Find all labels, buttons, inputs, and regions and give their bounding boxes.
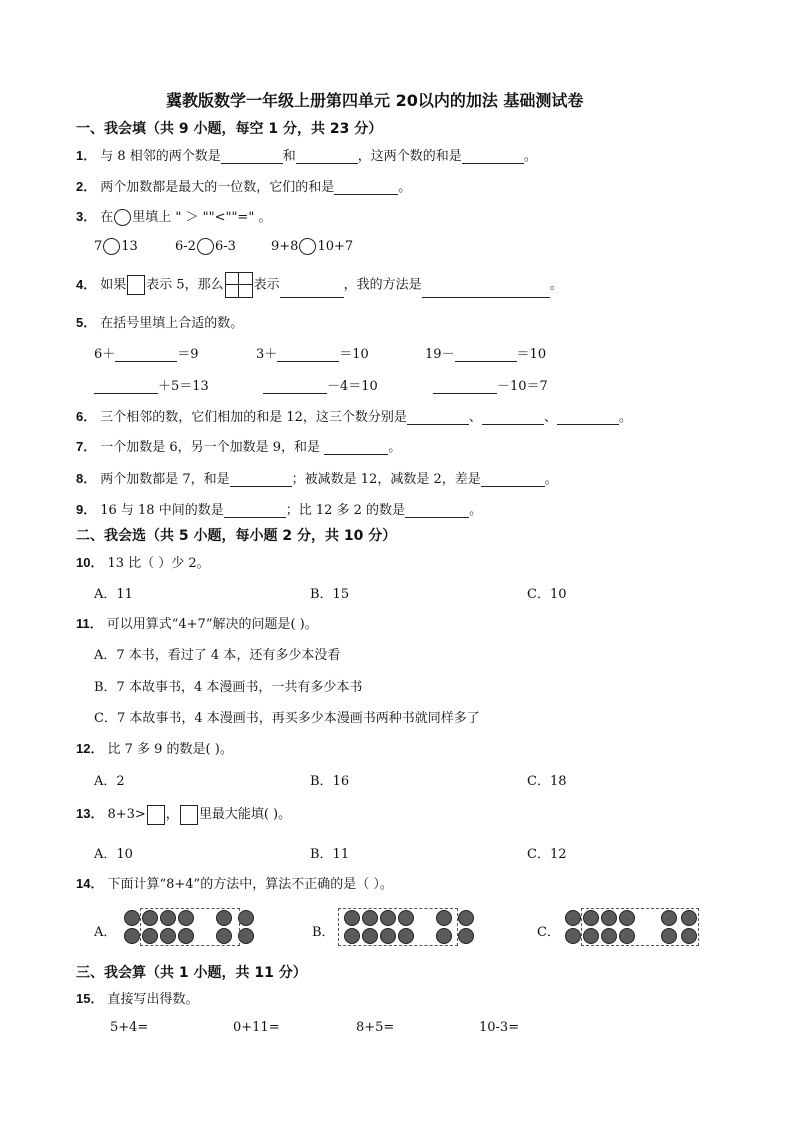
question-6: 6． 三个相邻的数，它们相加的和是 12，这三个数分别是 、 、 。 bbox=[76, 409, 632, 425]
question-number: 13． bbox=[76, 806, 104, 821]
question-number: 8． bbox=[76, 471, 97, 486]
answer-blank[interactable] bbox=[462, 149, 524, 164]
question-number: 3． bbox=[76, 209, 97, 224]
answer-blank[interactable] bbox=[224, 503, 286, 518]
question-15: 15． 直接写出得数。 bbox=[76, 991, 199, 1007]
option-c[interactable]: C．10 bbox=[527, 587, 567, 602]
question-number: 9． bbox=[76, 502, 97, 517]
answer-blank[interactable] bbox=[277, 347, 339, 362]
question-14: 14． 下面计算“8+4”的方法中，算法不正确的是（ ）。 bbox=[76, 876, 393, 892]
question-7: 7． 一个加数是 6，另一个加数是 9，和是 。 bbox=[76, 439, 402, 455]
option-b[interactable]: B．15 bbox=[310, 587, 350, 602]
question-number: 1． bbox=[76, 148, 97, 163]
fill-equation: －10＝7 bbox=[433, 375, 548, 394]
question-number: 15． bbox=[76, 991, 104, 1006]
compare-circle[interactable] bbox=[299, 238, 316, 255]
answer-blank[interactable] bbox=[324, 440, 388, 455]
section-heading-choose: 二、我会选（共 5 小题，每小题 2 分，共 10 分） bbox=[76, 528, 397, 544]
option-b[interactable]: B．7 本故事书，4 本漫画书，一共有多少本书 bbox=[94, 680, 363, 695]
fill-equation: ＋5＝13 bbox=[94, 375, 209, 394]
question-5: 5． 在括号里填上合适的数。 bbox=[76, 315, 244, 331]
question-1: 1． 与 8 相邻的两个数是 和 ，这两个数的和是 。 bbox=[76, 148, 537, 164]
question-3: 3． 在 里填上 " ＞ ""<""=" 。 bbox=[76, 209, 272, 225]
answer-blank[interactable] bbox=[422, 283, 550, 298]
question-12: 12． 比 7 多 9 的数是( )。 bbox=[76, 741, 233, 757]
question-number: 4． bbox=[76, 276, 97, 292]
question-8: 8． 两个加数都是 7，和是 ；被减数是 12，减数是 2，差是 。 bbox=[76, 471, 558, 487]
option-a[interactable]: A．7 本书，看过了 4 本，还有多少本没看 bbox=[94, 648, 341, 663]
question-number: 2． bbox=[76, 179, 97, 194]
fill-equation: 19－ ＝10 bbox=[425, 347, 547, 362]
question-number: 7． bbox=[76, 439, 97, 454]
option-a[interactable]: A． bbox=[94, 925, 117, 940]
four-square-grid-icon bbox=[225, 272, 253, 298]
question-13: 13． 8+3> ， 里最大能填( )。 bbox=[76, 803, 291, 825]
square-icon bbox=[127, 275, 145, 295]
answer-blank[interactable] bbox=[230, 472, 292, 487]
option-c[interactable]: C． bbox=[537, 925, 560, 940]
answer-blank[interactable] bbox=[482, 410, 544, 425]
option-b[interactable]: B． bbox=[312, 925, 335, 940]
compare-item: 6-2 6-3 bbox=[175, 239, 236, 254]
question-number: 14． bbox=[76, 876, 104, 891]
section-heading-calculate: 三、我会算（共 1 小题，共 11 分） bbox=[76, 965, 307, 981]
question-number: 11． bbox=[76, 616, 103, 631]
calc-item[interactable]: 8+5= bbox=[356, 1020, 395, 1035]
compare-item: 7 13 bbox=[94, 239, 138, 254]
square-icon bbox=[180, 805, 198, 825]
answer-blank[interactable] bbox=[481, 472, 545, 487]
calc-item[interactable]: 0+11= bbox=[233, 1020, 280, 1035]
question-9: 9． 16 与 18 中间的数是 ；比 12 多 2 的数是 。 bbox=[76, 502, 483, 518]
option-c[interactable]: C．18 bbox=[527, 774, 567, 789]
question-number: 5． bbox=[76, 315, 97, 330]
option-a[interactable]: A．11 bbox=[94, 587, 133, 602]
answer-blank[interactable] bbox=[433, 379, 497, 394]
answer-blank[interactable] bbox=[405, 503, 469, 518]
answer-blank[interactable] bbox=[334, 180, 398, 195]
compare-circle[interactable] bbox=[197, 238, 214, 255]
answer-blank[interactable] bbox=[407, 410, 469, 425]
question-10: 10． 13 比（ ）少 2。 bbox=[76, 555, 210, 571]
compare-item: 9+8 10+7 bbox=[271, 239, 354, 254]
section-heading-fill: 一、我会填（共 9 小题，每空 1 分，共 23 分） bbox=[76, 121, 383, 137]
answer-blank[interactable] bbox=[280, 283, 344, 298]
answer-blank[interactable] bbox=[115, 347, 177, 362]
counters-figure-b bbox=[338, 908, 480, 946]
square-box[interactable] bbox=[147, 805, 165, 825]
answer-blank[interactable] bbox=[296, 149, 358, 164]
option-c[interactable]: C．12 bbox=[527, 847, 567, 862]
answer-blank[interactable] bbox=[94, 379, 158, 394]
question-2: 2． 两个加数都是最大的一位数，它们的和是 。 bbox=[76, 179, 412, 195]
question-11: 11． 可以用算式“4+7”解决的问题是( )。 bbox=[76, 616, 318, 632]
question-number: 10． bbox=[76, 555, 104, 570]
option-b[interactable]: B．16 bbox=[310, 774, 350, 789]
calc-item[interactable]: 5+4= bbox=[110, 1020, 149, 1035]
counters-figure-c bbox=[563, 908, 703, 946]
counters-figure-a bbox=[120, 908, 260, 946]
page-title: 冀教版数学一年级上册第四单元 20以内的加法 基础测试卷 bbox=[166, 91, 584, 110]
option-c[interactable]: C．7 本故事书，4 本漫画书，再买多少本漫画书两种书就同样多了 bbox=[94, 711, 480, 726]
dashed-group-box bbox=[581, 908, 699, 946]
answer-blank[interactable] bbox=[557, 410, 619, 425]
question-4: 4． 如果 表示 5，那么 表示 ，我的方法是 。 bbox=[76, 272, 563, 298]
answer-blank[interactable] bbox=[455, 347, 517, 362]
dashed-group-box bbox=[140, 908, 240, 946]
answer-blank[interactable] bbox=[263, 379, 327, 394]
calc-item[interactable]: 10-3= bbox=[479, 1020, 520, 1035]
option-b[interactable]: B．11 bbox=[310, 847, 350, 862]
compare-circle[interactable] bbox=[103, 238, 120, 255]
option-a[interactable]: A．2 bbox=[94, 774, 125, 789]
fill-equation: －4＝10 bbox=[263, 375, 378, 394]
option-a[interactable]: A．10 bbox=[94, 847, 133, 862]
question-number: 12． bbox=[76, 741, 104, 756]
answer-blank[interactable] bbox=[221, 149, 283, 164]
fill-equation: 6＋ ＝9 bbox=[94, 347, 199, 362]
fill-equation: 3＋ ＝10 bbox=[256, 347, 369, 362]
question-number: 6． bbox=[76, 409, 97, 424]
circle-icon bbox=[114, 209, 131, 226]
